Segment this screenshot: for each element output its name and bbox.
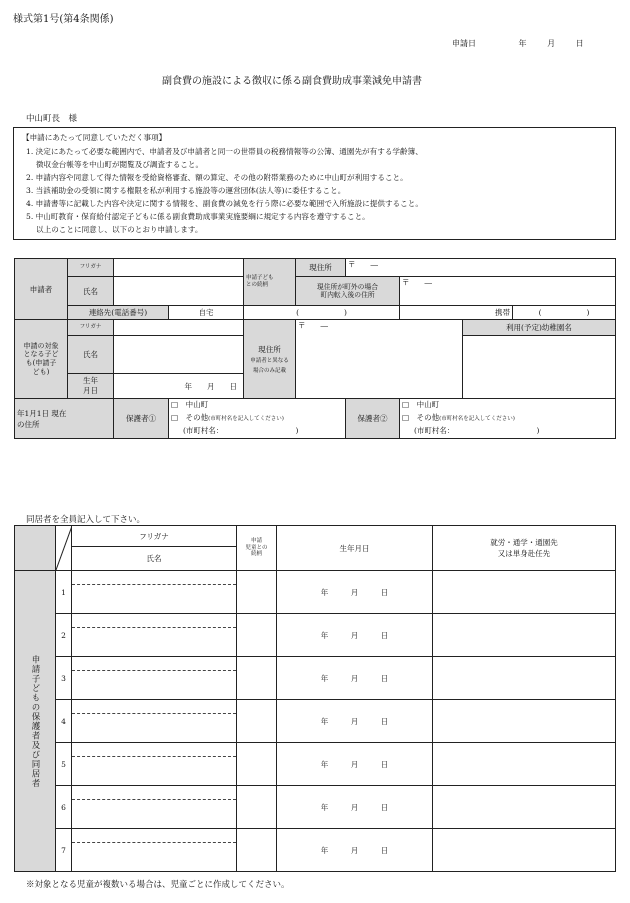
- row-furigana-input[interactable]: [72, 657, 236, 671]
- row-birth-input[interactable]: 年 月 日: [277, 700, 433, 743]
- row-furigana-input[interactable]: [72, 614, 236, 628]
- outside-address-label: 現住所が町外の場合 町内転入後の住所: [296, 277, 400, 306]
- row-relation-input[interactable]: [237, 614, 277, 657]
- row-number: 6: [56, 786, 72, 829]
- row-birth-input[interactable]: 年 月 日: [277, 571, 433, 614]
- child-furigana-input[interactable]: [114, 320, 244, 336]
- row-name-input[interactable]: [72, 843, 236, 871]
- row-name-cell[interactable]: [72, 657, 237, 700]
- table-row: [15, 571, 616, 614]
- child-name-input[interactable]: [114, 336, 244, 374]
- household-birth-label: 生年月日: [277, 526, 433, 571]
- date-month: 月: [547, 39, 556, 48]
- consent-item: 徴収金台帳等を中山町が閲覧及び調査すること。: [26, 160, 204, 169]
- facility-label: 利用(予定)幼稚園名: [463, 320, 616, 336]
- consent-item: 2. 申請内容や同意して得た情報を受給資格審査、額の算定、その他の附帯業務のために中山町が利用すること。: [26, 173, 408, 182]
- date-year: 年: [518, 39, 527, 48]
- jan1-address-label: 年1月1日 現在 の住所: [15, 399, 114, 439]
- postal-mark: 〒 ―: [348, 260, 378, 269]
- consent-heading: 【申請にあたって同意していただく事項】: [22, 133, 167, 142]
- facility-input[interactable]: [463, 336, 616, 399]
- row-birth-input[interactable]: 年 月 日: [277, 786, 433, 829]
- relation-label: 申請子ども との続柄: [244, 259, 296, 306]
- date-label: 申請日: [452, 39, 476, 48]
- consent-item: 以上のことに同意し、以下のとおり申請します。: [26, 225, 203, 234]
- row-name-input[interactable]: [72, 714, 236, 742]
- town-checkbox[interactable]: □ 中山町: [171, 400, 209, 410]
- city-label: (市町村名：: [414, 425, 455, 435]
- city-label: (市町村名：: [183, 425, 224, 435]
- table-row: [15, 700, 616, 743]
- household-name-label: 氏名: [72, 547, 237, 571]
- city-close: ): [295, 425, 299, 435]
- row-number: 4: [56, 700, 72, 743]
- row-birth-input[interactable]: 年 月 日: [277, 614, 433, 657]
- other-note: (市町村名を記入してください): [439, 416, 515, 423]
- contact-label: 連絡先(電話番号): [68, 306, 169, 320]
- child-address-title: 現住所: [258, 344, 281, 354]
- row-number: 5: [56, 743, 72, 786]
- guardian1-address[interactable]: [169, 399, 346, 439]
- diagonal-cell: [56, 526, 72, 571]
- town-checkbox[interactable]: □ 中山町: [402, 400, 440, 410]
- row-number: 2: [56, 614, 72, 657]
- footnote: ※対象となる児童が複数いる場合は、児童ごとに作成してください。: [26, 880, 290, 890]
- row-work-input[interactable]: [433, 743, 616, 786]
- row-name-cell[interactable]: [72, 614, 237, 657]
- row-name-cell[interactable]: [72, 571, 237, 614]
- row-work-input[interactable]: [433, 571, 616, 614]
- consent-item: 5. 中山町教育・保育給付認定子どもに係る副食費助成事業実施要綱に規定する内容を遵守すること。: [26, 212, 370, 221]
- row-relation-input[interactable]: [237, 786, 277, 829]
- address-label: 現住所: [296, 259, 346, 277]
- row-name-cell[interactable]: [72, 700, 237, 743]
- row-relation-input[interactable]: [237, 700, 277, 743]
- row-work-input[interactable]: [433, 700, 616, 743]
- household-relation-label: 申請 児童との 続柄: [237, 526, 277, 571]
- home-label: 自宅: [169, 306, 244, 320]
- applicant-furigana-input[interactable]: [114, 259, 244, 277]
- furigana-label: フリガナ: [68, 259, 114, 277]
- mobile-label: 携帯: [400, 306, 513, 320]
- row-birth-input[interactable]: 年 月 日: [277, 829, 433, 872]
- row-name-input[interactable]: [72, 585, 236, 613]
- applicant-name-input[interactable]: [114, 277, 244, 306]
- page-title: 副食費の施設による徴収に係る副食費助成事業減免申請書: [162, 76, 422, 87]
- row-furigana-input[interactable]: [72, 700, 236, 714]
- household-furigana-label: フリガナ: [72, 526, 237, 547]
- household-side-label: [15, 526, 56, 571]
- household-side-cell: [15, 571, 56, 872]
- city-close: ): [536, 425, 540, 435]
- other-checkbox[interactable]: □ その他: [402, 413, 440, 423]
- form-number: 様式第1号(第4条関係): [13, 14, 114, 25]
- child-address-input[interactable]: [296, 320, 463, 399]
- row-name-input[interactable]: [72, 671, 236, 699]
- row-relation-input[interactable]: [237, 657, 277, 700]
- other-note: (市町村名を記入してください): [208, 416, 284, 423]
- guardian2-address[interactable]: [400, 399, 616, 439]
- household-intro: 同居者を全員記入して下さい。: [26, 515, 146, 525]
- consent-item: 3. 当該補助金の受領に関する権限を私が利用する施設等の運営団体(法人等)に委任すること。: [26, 186, 346, 195]
- child-address-label: [244, 320, 296, 399]
- row-name-cell[interactable]: [72, 743, 237, 786]
- guardian2-label: 保護者②: [346, 399, 400, 439]
- row-name-cell[interactable]: [72, 786, 237, 829]
- applicant-label: 申請者: [15, 259, 68, 320]
- table-row: [15, 786, 616, 829]
- consent-box: [13, 127, 616, 240]
- name-label: 氏名: [68, 277, 114, 306]
- application-date: [452, 38, 584, 49]
- consent-item: 1. 決定にあたって必要な範囲内で、申請者及び申請者と同一の世帯員の税務情報等の公簿、通園先が有する学齢簿、: [26, 147, 423, 156]
- household-work-label: 就労・通学・通園先 又は単身赴任先: [433, 526, 616, 571]
- table-row: [15, 614, 616, 657]
- row-name-input[interactable]: [72, 757, 236, 785]
- table-row: [15, 829, 616, 872]
- consent-item: 4. 申請書等に記載した内容や決定に関する情報を、副食費の減免を行う際に必要な範囲で入所施設に提供すること。: [26, 199, 423, 208]
- child-furigana-label: フリガナ: [68, 320, 114, 336]
- row-work-input[interactable]: [433, 829, 616, 872]
- home-phone-input[interactable]: ( ): [244, 306, 400, 320]
- date-day: 日: [575, 39, 584, 48]
- child-name-label: 氏名: [68, 336, 114, 374]
- household-side-text: 申請子どもの保護者及び同居者: [30, 654, 40, 788]
- row-furigana-input[interactable]: [72, 829, 236, 843]
- table-row: [15, 743, 616, 786]
- row-work-input[interactable]: [433, 614, 616, 657]
- row-work-input[interactable]: [433, 657, 616, 700]
- addressee: 中山町長 様: [26, 114, 78, 124]
- applicant-table: [14, 258, 616, 439]
- outside-address-input[interactable]: [400, 277, 616, 306]
- diagonal-line: [56, 526, 72, 570]
- row-number: 1: [56, 571, 72, 614]
- row-work-input[interactable]: [433, 786, 616, 829]
- row-relation-input[interactable]: [237, 829, 277, 872]
- birth-input[interactable]: 年 月 日: [114, 374, 244, 399]
- postal-mark: 〒 ―: [402, 278, 432, 287]
- table-row: [15, 657, 616, 700]
- household-rows: [15, 571, 616, 872]
- row-name-input[interactable]: [72, 628, 236, 656]
- row-relation-input[interactable]: [237, 743, 277, 786]
- child-address-note: 申請者と異なる 場合のみ記載: [250, 357, 289, 374]
- other-checkbox[interactable]: □ その他: [171, 413, 209, 423]
- household-table: [14, 525, 616, 872]
- birth-label: 生年 月日: [68, 374, 114, 399]
- row-birth-input[interactable]: 年 月 日: [277, 657, 433, 700]
- row-number: 3: [56, 657, 72, 700]
- row-birth-input[interactable]: 年 月 日: [277, 743, 433, 786]
- guardian1-label: 保護者①: [114, 399, 169, 439]
- row-number: 7: [56, 829, 72, 872]
- row-name-input[interactable]: [72, 800, 236, 828]
- row-furigana-input[interactable]: [72, 743, 236, 757]
- postal-mark: 〒 ―: [298, 321, 328, 330]
- applicant-address-input[interactable]: [346, 259, 616, 277]
- child-label: 申請の対象 となる子ど も(申請子 ども): [15, 320, 68, 399]
- row-furigana-input[interactable]: [72, 786, 236, 800]
- row-furigana-input[interactable]: [72, 571, 236, 585]
- row-relation-input[interactable]: [237, 571, 277, 614]
- mobile-phone-input[interactable]: ( ): [513, 306, 616, 320]
- row-name-cell[interactable]: [72, 829, 237, 872]
